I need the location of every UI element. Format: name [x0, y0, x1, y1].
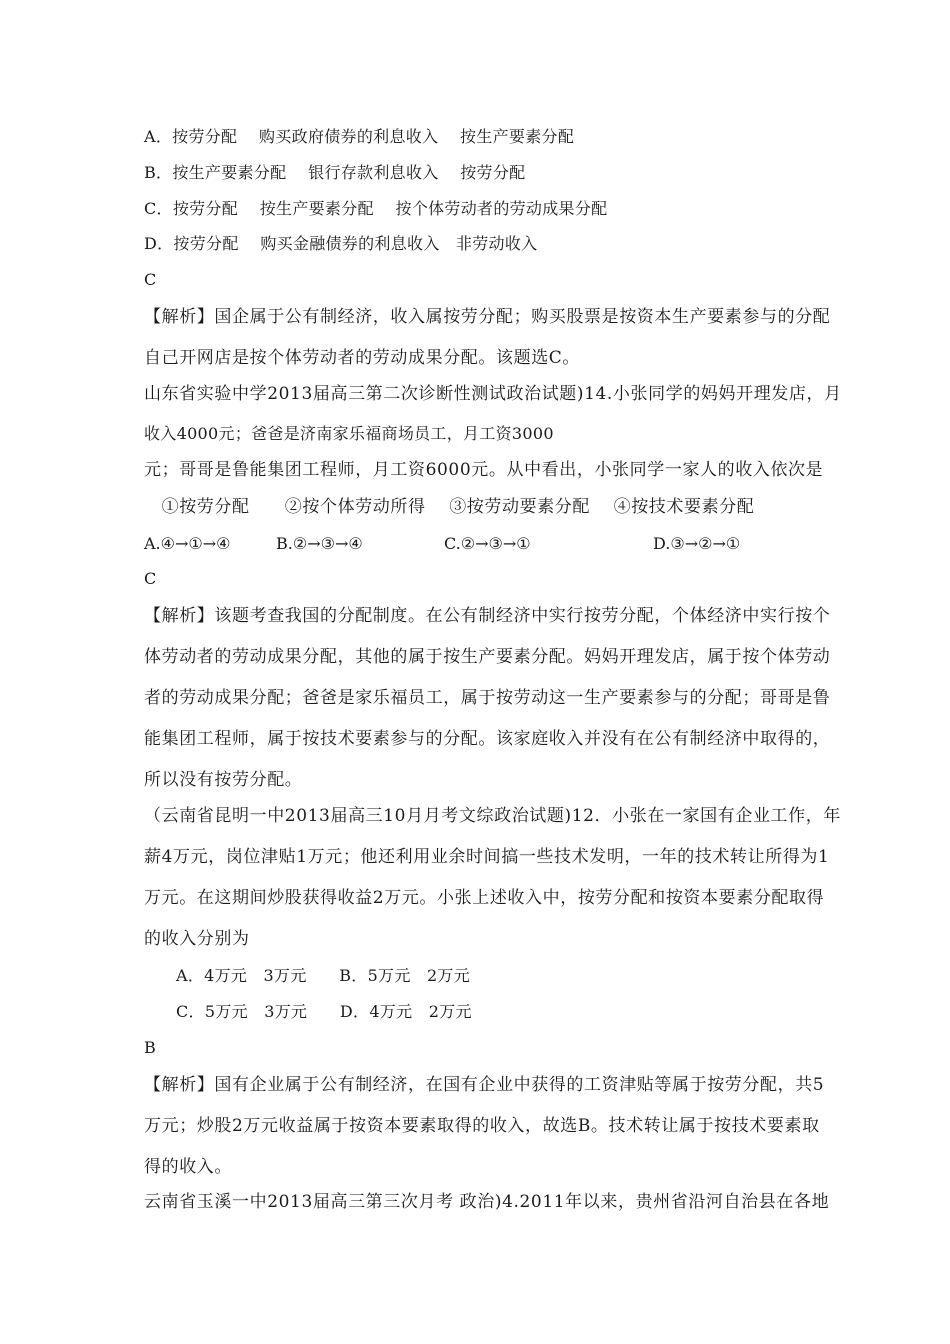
- q2-analysis-line: 能集团工程师，属于按技术要素参与的分配。该家庭收入并没有在公有制经济中取得的，: [144, 729, 831, 749]
- q2-items: ①按劳分配 ②按个体劳动所得 ③按劳动要素分配 ④按技术要素分配: [144, 497, 755, 517]
- q3-stem-line: 万元。在这期间炒股获得收益2万元。小张上述收入中，按劳分配和按资本要素分配取得: [144, 888, 825, 908]
- q1-analysis-line: 【解析】国企属于公有制经济，收入属按劳分配；购买股票是按资本生产要素参与的分配: [144, 307, 831, 327]
- q3-analysis-line: 得的收入。: [144, 1157, 232, 1177]
- q2-stem-line: 元；哥哥是鲁能集团工程师，月工资6000元。从中看出，小张同学一家人的收入依次是: [144, 460, 824, 480]
- q2-stem-line: 收入4000元；爸爸是济南家乐福商场员工，月工资3000: [144, 424, 554, 443]
- q2-option-d: D.③→②→①: [653, 534, 741, 553]
- q2-option-b: B.②→③→④: [276, 534, 363, 553]
- q3-answer: B: [144, 1038, 157, 1057]
- q4-stem-line: 云南省玉溪一中2013届高三第三次月考 政治)4.2011年以来，贵州省沿河自治县在各地: [144, 1192, 830, 1212]
- q1-option-a: A．按劳分配 购买政府债券的利息收入 按生产要素分配: [144, 127, 575, 146]
- q3-stem-line: 薪4万元，岗位津贴1万元；他还利用业余时间搞一些技术发明，一年的技术转让所得为1: [144, 847, 830, 867]
- q1-option-d: D．按劳分配 购买金融债券的利息收入 非劳动收入: [144, 234, 538, 253]
- q2-stem-line: 山东省实验中学2013届高三第二次诊断性测试政治试题)14.小张同学的妈妈开理发店，月: [144, 384, 842, 404]
- q3-stem-line: 的收入分别为: [144, 929, 250, 949]
- q2-analysis-line: 所以没有按劳分配。: [144, 770, 303, 790]
- q1-analysis-line: 自己开网店是按个体劳动者的劳动成果分配。该题选C。: [144, 348, 581, 368]
- q3-analysis-line: 万元；炒股2万元收益属于按资本要素取得的收入，故选B。技术转让属于按技术要素取: [144, 1116, 820, 1136]
- q2-answer: C: [144, 569, 157, 588]
- q2-option-a: A.④→①→④: [144, 534, 231, 553]
- q3-options-row: C．5万元 3万元 D．4万元 2万元: [176, 1002, 472, 1021]
- q2-analysis-line: 【解析】该题考查我国的分配制度。在公有制经济中实行按劳分配，个体经济中实行按个: [144, 606, 831, 626]
- q3-stem-line: （云南省昆明一中2013届高三10月月考文综政治试题)12．小张在一家国有企业工作，年: [144, 806, 841, 826]
- q3-analysis-line: 【解析】国有企业属于公有制经济，在国有企业中获得的工资津贴等属于按劳分配，共5: [144, 1075, 825, 1095]
- q1-answer: C: [144, 270, 157, 289]
- q1-option-c: C．按劳分配 按生产要素分配 按个体劳动者的劳动成果分配: [144, 199, 608, 218]
- q2-option-c: C.②→③→①: [444, 534, 531, 553]
- q1-option-b: B．按生产要素分配 银行存款利息收入 按劳分配: [144, 163, 526, 182]
- q2-analysis-line: 者的劳动成果分配；爸爸是家乐福员工，属于按劳动这一生产要素参与的分配；哥哥是鲁: [144, 688, 831, 708]
- q3-options-row: A．4万元 3万元 B．5万元 2万元: [176, 966, 471, 985]
- q2-analysis-line: 体劳动者的劳动成果分配，其他的属于按生产要素分配。妈妈开理发店，属于按个体劳动: [144, 647, 831, 667]
